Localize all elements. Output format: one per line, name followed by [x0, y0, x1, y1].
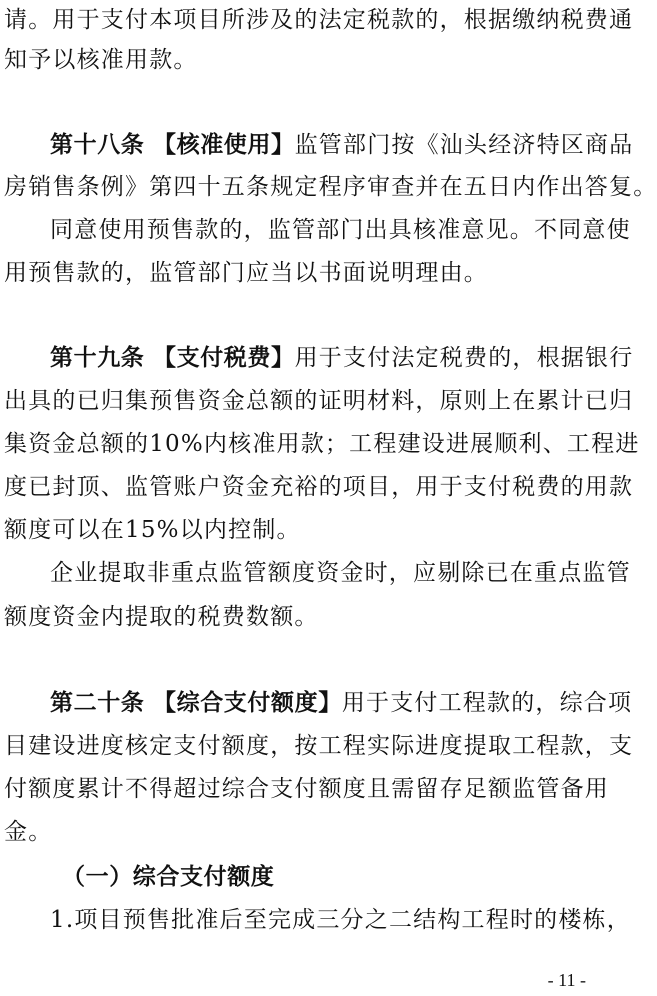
line-text: 用于支付法定税费的，根据银行: [294, 345, 634, 371]
text-line: [4, 769, 609, 809]
article-18-heading-line: [50, 125, 634, 165]
line-text: 请。用于支付本项目所涉及的法定税款的，根据缴纳税费通: [4, 7, 634, 33]
text-line: [4, 510, 598, 550]
line-text: 1.项目预售批准后至完成三分之二结构工程时的楼栋，: [50, 907, 631, 933]
line-text: 额度资金内提取的税费数额。: [4, 604, 319, 630]
line-text: 监管部门按《汕头经济特区商品: [294, 132, 634, 158]
article-heading: 第十八条 【核准使用】: [50, 132, 295, 158]
text-line: [4, 253, 598, 293]
line-text: 出具的已归集预售资金总额的证明材料，原则上在累计已归: [4, 388, 634, 414]
text-line: [50, 210, 631, 250]
article-19-heading-line: [50, 338, 634, 378]
text-line: [4, 726, 634, 766]
line-text: 付额度累计不得超过综合支付额度且需留存足额监管备用: [4, 776, 609, 802]
text-line: [4, 0, 634, 40]
page-number: - 11 -: [547, 970, 586, 990]
line-text: 企业提取非重点监管额度资金时，应剔除已在重点监管: [50, 560, 631, 586]
line-text: 知予以核准用款。: [4, 47, 198, 73]
text-line: [4, 40, 598, 80]
line-text: 目建设进度核定支付额度，按工程实际进度提取工程款，支: [4, 733, 634, 759]
line-text: 用预售款的，监管部门应当以书面说明理由。: [4, 260, 488, 286]
line-text: 度已封顶、监管账户资金充裕的项目，用于支付税费的用款: [4, 474, 634, 500]
line-text: 金。: [4, 819, 53, 845]
text-line: [4, 597, 598, 637]
line-text: 额度可以在15%以内控制。: [4, 517, 301, 543]
text-line: [4, 424, 640, 464]
subsection-heading-line: [62, 857, 598, 897]
text-line: [4, 467, 634, 507]
text-line: [50, 900, 631, 940]
line-text: 同意使用预售款的，监管部门出具核准意见。不同意使: [50, 217, 631, 243]
article-20-heading-line: [50, 683, 633, 723]
article-heading: 第二十条 【综合支付额度】: [50, 690, 342, 716]
text-line: [4, 381, 634, 421]
subsection-heading: （一）综合支付额度: [62, 864, 275, 890]
text-line: [4, 167, 657, 207]
article-heading: 第十九条 【支付税费】: [50, 345, 295, 371]
text-line: [50, 553, 631, 593]
line-text: 集资金总额的10%内核准用款；工程建设进展顺利、工程进: [4, 431, 640, 457]
line-text: 房销售条例》第四十五条规定程序审查并在五日内作出答复。: [4, 174, 657, 200]
text-line: [4, 812, 598, 852]
line-text: 用于支付工程款的，综合项: [341, 690, 633, 716]
